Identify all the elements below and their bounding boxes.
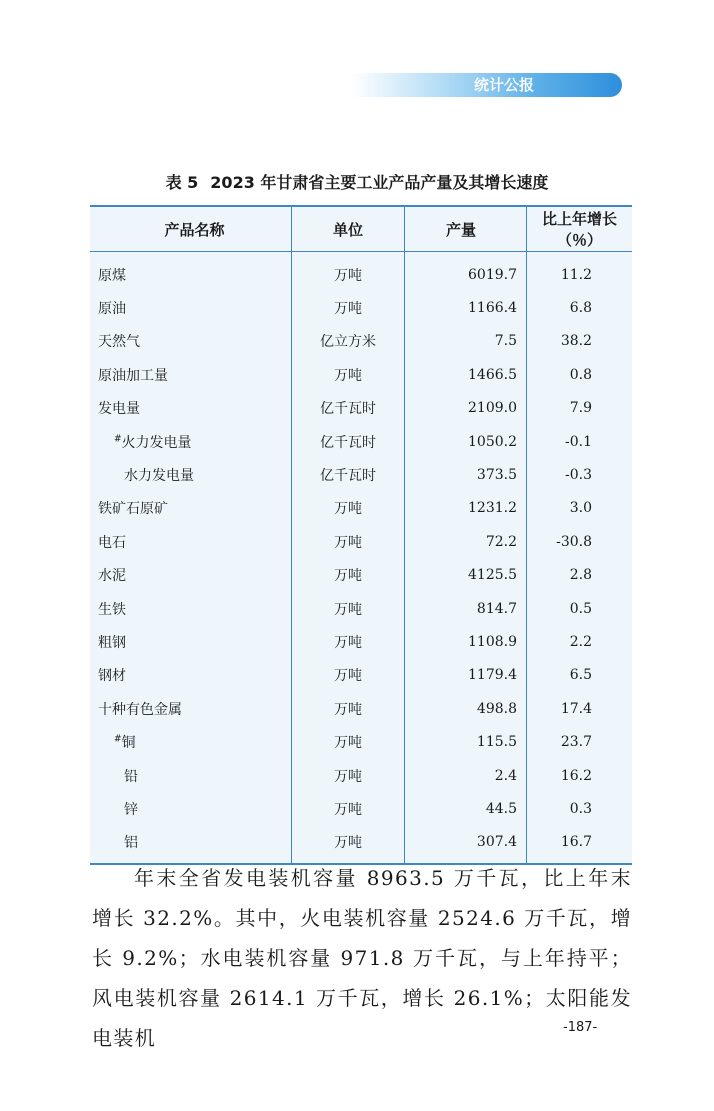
table-row — [90, 252, 632, 292]
cell-unit: 万吨 — [292, 492, 405, 525]
table-row — [90, 792, 632, 825]
cell-unit: 万吨 — [292, 559, 405, 592]
subitem-marker: # — [114, 433, 122, 444]
cell-product-name — [90, 792, 292, 825]
cell-growth: 23.7 — [560, 734, 592, 751]
cell-unit: 亿千瓦时 — [292, 425, 405, 458]
product-name-text: 锌 — [124, 801, 138, 818]
product-name-text: 生铁 — [98, 601, 126, 618]
table-label: 表 5 — [165, 173, 199, 192]
table-row — [90, 692, 632, 725]
table-row — [90, 592, 632, 625]
col-header-output: 产量 — [405, 206, 527, 252]
product-name-text: 十种有色金属 — [98, 701, 182, 718]
table-title — [0, 170, 714, 193]
cell-product-name — [90, 592, 292, 625]
cell-unit: 万吨 — [292, 826, 405, 864]
cell-product-name — [90, 458, 292, 491]
cell-growth: 16.2 — [560, 767, 592, 784]
product-name-text: 铝 — [124, 835, 138, 852]
body-paragraph — [92, 858, 632, 1058]
product-name-text: 发电量 — [98, 401, 140, 418]
product-name-text: 火力发电量 — [121, 434, 192, 451]
cell-output: 814.7 — [405, 592, 527, 625]
table-row — [90, 625, 632, 658]
product-name-text: 天然气 — [98, 334, 140, 351]
cell-growth: 6.5 — [569, 667, 592, 684]
page-number: -187- — [563, 1020, 598, 1035]
table-row — [90, 458, 632, 491]
cell-product-name — [90, 625, 292, 658]
cell-output: 1050.2 — [405, 425, 527, 458]
cell-output: 1166.4 — [405, 291, 527, 324]
cell-output: 373.5 — [405, 458, 527, 491]
cell-unit: 万吨 — [292, 358, 405, 391]
cell-unit: 亿立方米 — [292, 325, 405, 358]
table-row — [90, 725, 632, 758]
cell-product-name — [90, 559, 292, 592]
cell-product-name — [90, 291, 292, 324]
product-name-text: 铜 — [121, 735, 136, 752]
subitem-marker: # — [114, 734, 122, 745]
cell-unit: 万吨 — [292, 659, 405, 692]
table-row — [90, 525, 632, 558]
product-name-text: 原油 — [98, 301, 126, 318]
product-name-text: 钢材 — [98, 668, 126, 685]
table-row — [90, 358, 632, 391]
cell-product-name — [90, 759, 292, 792]
cell-growth: 3.0 — [569, 500, 592, 517]
cell-output: 4125.5 — [405, 559, 527, 592]
cell-growth: 16.7 — [527, 826, 633, 864]
paragraph-text: 年末全省发电装机容量 8963.5 万千瓦，比上年末增长 32.2%。其中，火电装机容量 2524.6 万千瓦，增长 9.2%；水电装机容量 971.8 万千瓦，与上年持平；风电装机容量 2614.1 万千瓦，增长 26.1%；太阳能发电装机 — [92, 866, 632, 1050]
product-name-text: 原油加工量 — [98, 367, 168, 384]
cell-output: 6019.7 — [405, 252, 527, 292]
table-row — [90, 759, 632, 792]
table-row — [90, 559, 632, 592]
table-row — [90, 325, 632, 358]
product-name-text: 铁矿石原矿 — [98, 501, 168, 518]
cell-growth: 11.2 — [560, 266, 592, 283]
cell-product-name — [90, 392, 292, 425]
cell-product-name — [90, 492, 292, 525]
cell-unit: 亿千瓦时 — [292, 458, 405, 491]
table-row — [90, 492, 632, 525]
cell-product-name — [90, 325, 292, 358]
cell-output: 1231.2 — [405, 492, 527, 525]
cell-growth: 2.8 — [569, 567, 592, 584]
cell-unit: 亿千瓦时 — [292, 392, 405, 425]
cell-growth: 0.5 — [569, 600, 592, 617]
product-name-text: 水力发电量 — [124, 468, 194, 485]
cell-output: 1108.9 — [405, 625, 527, 658]
cell-growth: -30.8 — [556, 533, 592, 550]
cell-unit: 万吨 — [292, 692, 405, 725]
cell-output: 307.4 — [405, 826, 527, 864]
cell-output: 44.5 — [405, 792, 527, 825]
cell-product-name — [90, 425, 292, 458]
banner-title: 统计公报 — [473, 76, 534, 94]
cell-growth: 0.3 — [569, 800, 592, 817]
cell-unit: 万吨 — [292, 525, 405, 558]
cell-output: 1466.5 — [405, 358, 527, 391]
table-row — [90, 291, 632, 324]
cell-output: 7.5 — [405, 325, 527, 358]
table-title-text: 2023 年甘肃省主要工业产品产量及其增长速度 — [210, 173, 549, 192]
cell-output: 115.5 — [405, 725, 527, 758]
cell-output: 72.2 — [405, 525, 527, 558]
table-row — [90, 392, 632, 425]
product-name-text: 电石 — [98, 534, 126, 551]
cell-growth: -0.3 — [565, 467, 592, 484]
cell-growth: 6.8 — [569, 300, 592, 317]
cell-unit: 万吨 — [292, 725, 405, 758]
cell-product-name — [90, 358, 292, 391]
cell-output: 1179.4 — [405, 659, 527, 692]
product-name-text: 原煤 — [98, 267, 126, 284]
cell-growth: 38.2 — [560, 333, 592, 350]
cell-unit: 万吨 — [292, 592, 405, 625]
cell-product-name — [90, 725, 292, 758]
cell-output: 498.8 — [405, 692, 527, 725]
cell-growth: 7.9 — [569, 400, 592, 417]
cell-unit: 万吨 — [292, 792, 405, 825]
cell-product-name — [90, 659, 292, 692]
production-table — [90, 205, 632, 865]
table-row — [90, 659, 632, 692]
cell-output: 2.4 — [405, 759, 527, 792]
cell-product-name — [90, 252, 292, 292]
cell-product-name — [90, 525, 292, 558]
cell-unit: 万吨 — [292, 759, 405, 792]
col-header-product: 产品名称 — [90, 206, 292, 252]
product-name-text: 铅 — [124, 768, 138, 785]
cell-growth: 17.4 — [560, 700, 592, 717]
table-body — [90, 252, 632, 865]
header-banner — [352, 73, 622, 97]
cell-growth: -0.1 — [565, 433, 592, 450]
col-header-unit: 单位 — [292, 206, 405, 252]
cell-unit: 万吨 — [292, 252, 405, 292]
product-name-text: 粗钢 — [98, 634, 126, 651]
cell-growth: 2.2 — [569, 633, 592, 650]
cell-unit: 万吨 — [292, 625, 405, 658]
product-name-text: 水泥 — [98, 568, 126, 585]
table-header-row — [90, 206, 632, 252]
cell-product-name — [90, 692, 292, 725]
cell-unit: 万吨 — [292, 291, 405, 324]
cell-growth: 0.8 — [569, 366, 592, 383]
table-row — [90, 425, 632, 458]
cell-output: 2109.0 — [405, 392, 527, 425]
col-header-growth: 比上年增长（％） — [527, 206, 633, 252]
